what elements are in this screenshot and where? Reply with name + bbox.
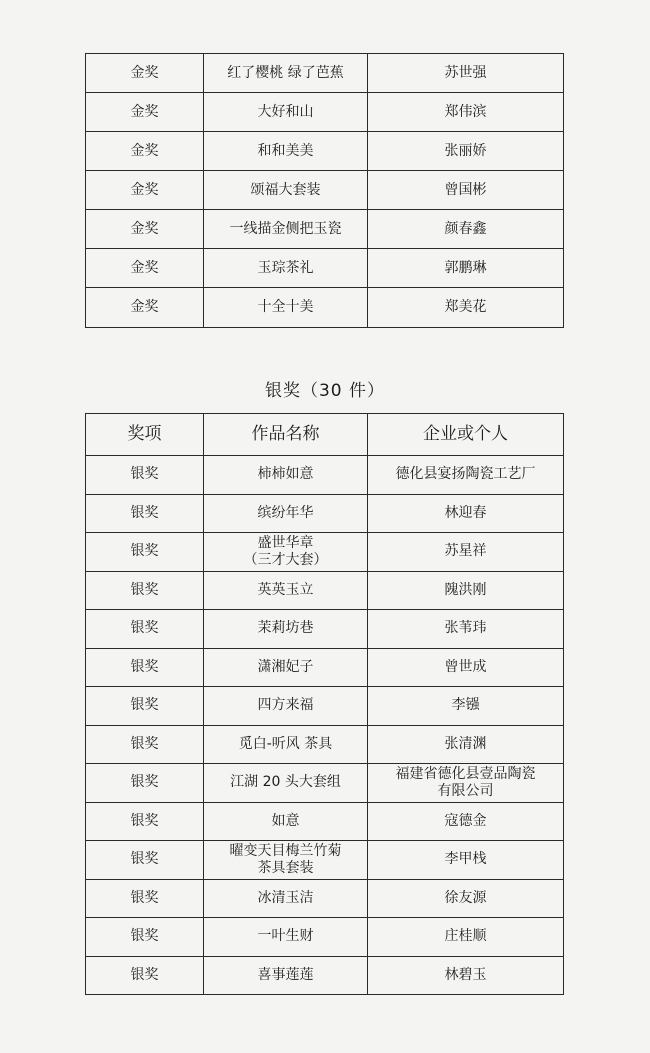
maker-cell <box>368 249 564 288</box>
work-name-cell <box>204 764 368 803</box>
maker-line: 颜春鑫 <box>444 220 487 237</box>
award-cell: 银奖 <box>86 687 204 726</box>
work-name-line: 和和美美 <box>257 142 314 159</box>
work-name-line: 缤纷年华 <box>257 504 314 521</box>
work-name-cell <box>204 610 368 649</box>
maker-line: 李镪 <box>451 697 480 714</box>
table-row <box>86 533 564 572</box>
maker-cell <box>368 533 564 572</box>
work-name-line: 冰清玉洁 <box>257 889 314 906</box>
work-name-line: 玉琮茶礼 <box>257 259 314 276</box>
maker-cell <box>368 132 564 171</box>
maker-line: 曾世成 <box>444 658 487 675</box>
header-maker: 企业或个人 <box>368 414 564 456</box>
work-name-line: 颂福大套装 <box>250 181 321 198</box>
table-row <box>86 288 564 328</box>
header-award: 奖项 <box>86 414 204 456</box>
work-name-cell <box>204 456 368 495</box>
work-name-cell <box>204 687 368 726</box>
silver-award-table-body <box>86 456 564 995</box>
award-cell: 银奖 <box>86 841 204 880</box>
maker-cell <box>368 802 564 841</box>
table-row <box>86 571 564 610</box>
maker-cell <box>368 918 564 957</box>
award-cell: 银奖 <box>86 879 204 918</box>
work-name-cell <box>204 802 368 841</box>
maker-cell <box>368 841 564 880</box>
table-row <box>86 841 564 880</box>
table-row <box>86 610 564 649</box>
award-cell: 金奖 <box>86 171 204 210</box>
maker-line: 李甲栈 <box>444 851 487 868</box>
work-name-cell <box>204 918 368 957</box>
maker-cell <box>368 456 564 495</box>
maker-cell <box>368 288 564 328</box>
maker-line: 张苇玮 <box>444 620 487 637</box>
work-name-cell <box>204 132 368 171</box>
maker-line: 寇德金 <box>444 812 487 829</box>
table-row <box>86 725 564 764</box>
work-name-line: 盛世华章 <box>257 534 314 551</box>
work-name-line: 觅白-听风 茶具 <box>238 735 333 752</box>
table-row <box>86 687 564 726</box>
work-name-line: 茉莉坊巷 <box>257 620 314 637</box>
maker-line: 庄桂顺 <box>444 928 487 945</box>
work-name-line: 茶具套装 <box>257 859 314 876</box>
gold-award-table-body <box>86 54 564 328</box>
work-name-cell <box>204 533 368 572</box>
maker-cell <box>368 93 564 132</box>
table-row <box>86 249 564 288</box>
maker-line: 隗洪刚 <box>444 581 487 598</box>
work-name-line: 红了樱桃 绿了芭蕉 <box>227 64 344 81</box>
work-name-cell <box>204 249 368 288</box>
table-row <box>86 879 564 918</box>
work-name-line: 英英玉立 <box>257 581 314 598</box>
table-row <box>86 171 564 210</box>
table-row <box>86 648 564 687</box>
maker-line: 徐友源 <box>444 889 487 906</box>
work-name-cell <box>204 879 368 918</box>
award-cell: 银奖 <box>86 764 204 803</box>
work-name-line: 大好和山 <box>257 103 314 120</box>
table-row <box>86 132 564 171</box>
table-row <box>86 802 564 841</box>
work-name-cell <box>204 571 368 610</box>
maker-line: 林碧玉 <box>444 966 487 983</box>
table-row <box>86 210 564 249</box>
work-name-line: 曜变天目梅兰竹菊 <box>229 842 342 859</box>
work-name-cell <box>204 494 368 533</box>
maker-line: 有限公司 <box>437 782 494 799</box>
table-row <box>86 93 564 132</box>
maker-cell <box>368 956 564 995</box>
work-name-cell <box>204 171 368 210</box>
work-name-line: 如意 <box>271 812 300 829</box>
award-cell: 银奖 <box>86 494 204 533</box>
maker-cell <box>368 879 564 918</box>
work-name-cell <box>204 288 368 328</box>
maker-cell <box>368 494 564 533</box>
gold-award-table <box>85 53 564 328</box>
work-name-line: 喜事莲莲 <box>257 966 314 983</box>
maker-line: 曾国彬 <box>444 181 487 198</box>
maker-line: 郭鹏琳 <box>444 259 487 276</box>
table-row <box>86 918 564 957</box>
maker-cell <box>368 687 564 726</box>
silver-section-title: 银奖（30 件） <box>264 381 386 401</box>
work-name-cell <box>204 725 368 764</box>
work-name-line: 一叶生财 <box>257 928 314 945</box>
work-name-line: （三才大套） <box>243 551 328 568</box>
award-cell: 金奖 <box>86 288 204 328</box>
maker-line: 张清渊 <box>444 735 487 752</box>
table-row <box>86 456 564 495</box>
maker-line: 苏星祥 <box>444 543 487 560</box>
award-cell: 银奖 <box>86 802 204 841</box>
table-header-row <box>86 414 564 456</box>
award-cell: 金奖 <box>86 93 204 132</box>
table-row <box>86 764 564 803</box>
maker-line: 福建省德化县壹品陶瓷 <box>395 765 536 782</box>
maker-line: 德化县宴扬陶瓷工艺厂 <box>395 466 536 483</box>
work-name-line: 一线描金侧把玉瓷 <box>229 220 342 237</box>
award-cell: 金奖 <box>86 210 204 249</box>
maker-cell <box>368 210 564 249</box>
maker-cell <box>368 725 564 764</box>
table-row <box>86 54 564 93</box>
award-cell: 银奖 <box>86 610 204 649</box>
table-row <box>86 494 564 533</box>
maker-line: 苏世强 <box>444 64 487 81</box>
award-cell: 银奖 <box>86 648 204 687</box>
award-cell: 银奖 <box>86 725 204 764</box>
maker-cell <box>368 571 564 610</box>
silver-award-table <box>85 413 564 995</box>
maker-cell <box>368 764 564 803</box>
maker-cell <box>368 171 564 210</box>
maker-line: 林迎春 <box>444 504 487 521</box>
work-name-cell <box>204 210 368 249</box>
maker-cell <box>368 648 564 687</box>
award-cell: 银奖 <box>86 533 204 572</box>
work-name-cell <box>204 956 368 995</box>
work-name-cell <box>204 841 368 880</box>
award-cell: 金奖 <box>86 249 204 288</box>
work-name-cell <box>204 93 368 132</box>
work-name-cell <box>204 648 368 687</box>
award-cell: 银奖 <box>86 456 204 495</box>
table-row <box>86 956 564 995</box>
work-name-line: 柿柿如意 <box>257 466 314 483</box>
header-work-name: 作品名称 <box>204 414 368 456</box>
award-cell: 银奖 <box>86 571 204 610</box>
award-cell: 银奖 <box>86 956 204 995</box>
award-cell: 银奖 <box>86 918 204 957</box>
maker-line: 郑伟滨 <box>444 103 487 120</box>
award-cell: 金奖 <box>86 54 204 93</box>
maker-line: 郑美花 <box>444 299 487 315</box>
work-name-line: 十全十美 <box>257 299 314 315</box>
maker-cell <box>368 54 564 93</box>
work-name-cell <box>204 54 368 93</box>
award-cell: 金奖 <box>86 132 204 171</box>
work-name-line: 潇湘妃子 <box>257 658 314 675</box>
work-name-line: 江湖 20 头大套组 <box>230 774 341 791</box>
maker-cell <box>368 610 564 649</box>
maker-line: 张丽娇 <box>444 142 487 159</box>
work-name-line: 四方来福 <box>257 697 314 714</box>
